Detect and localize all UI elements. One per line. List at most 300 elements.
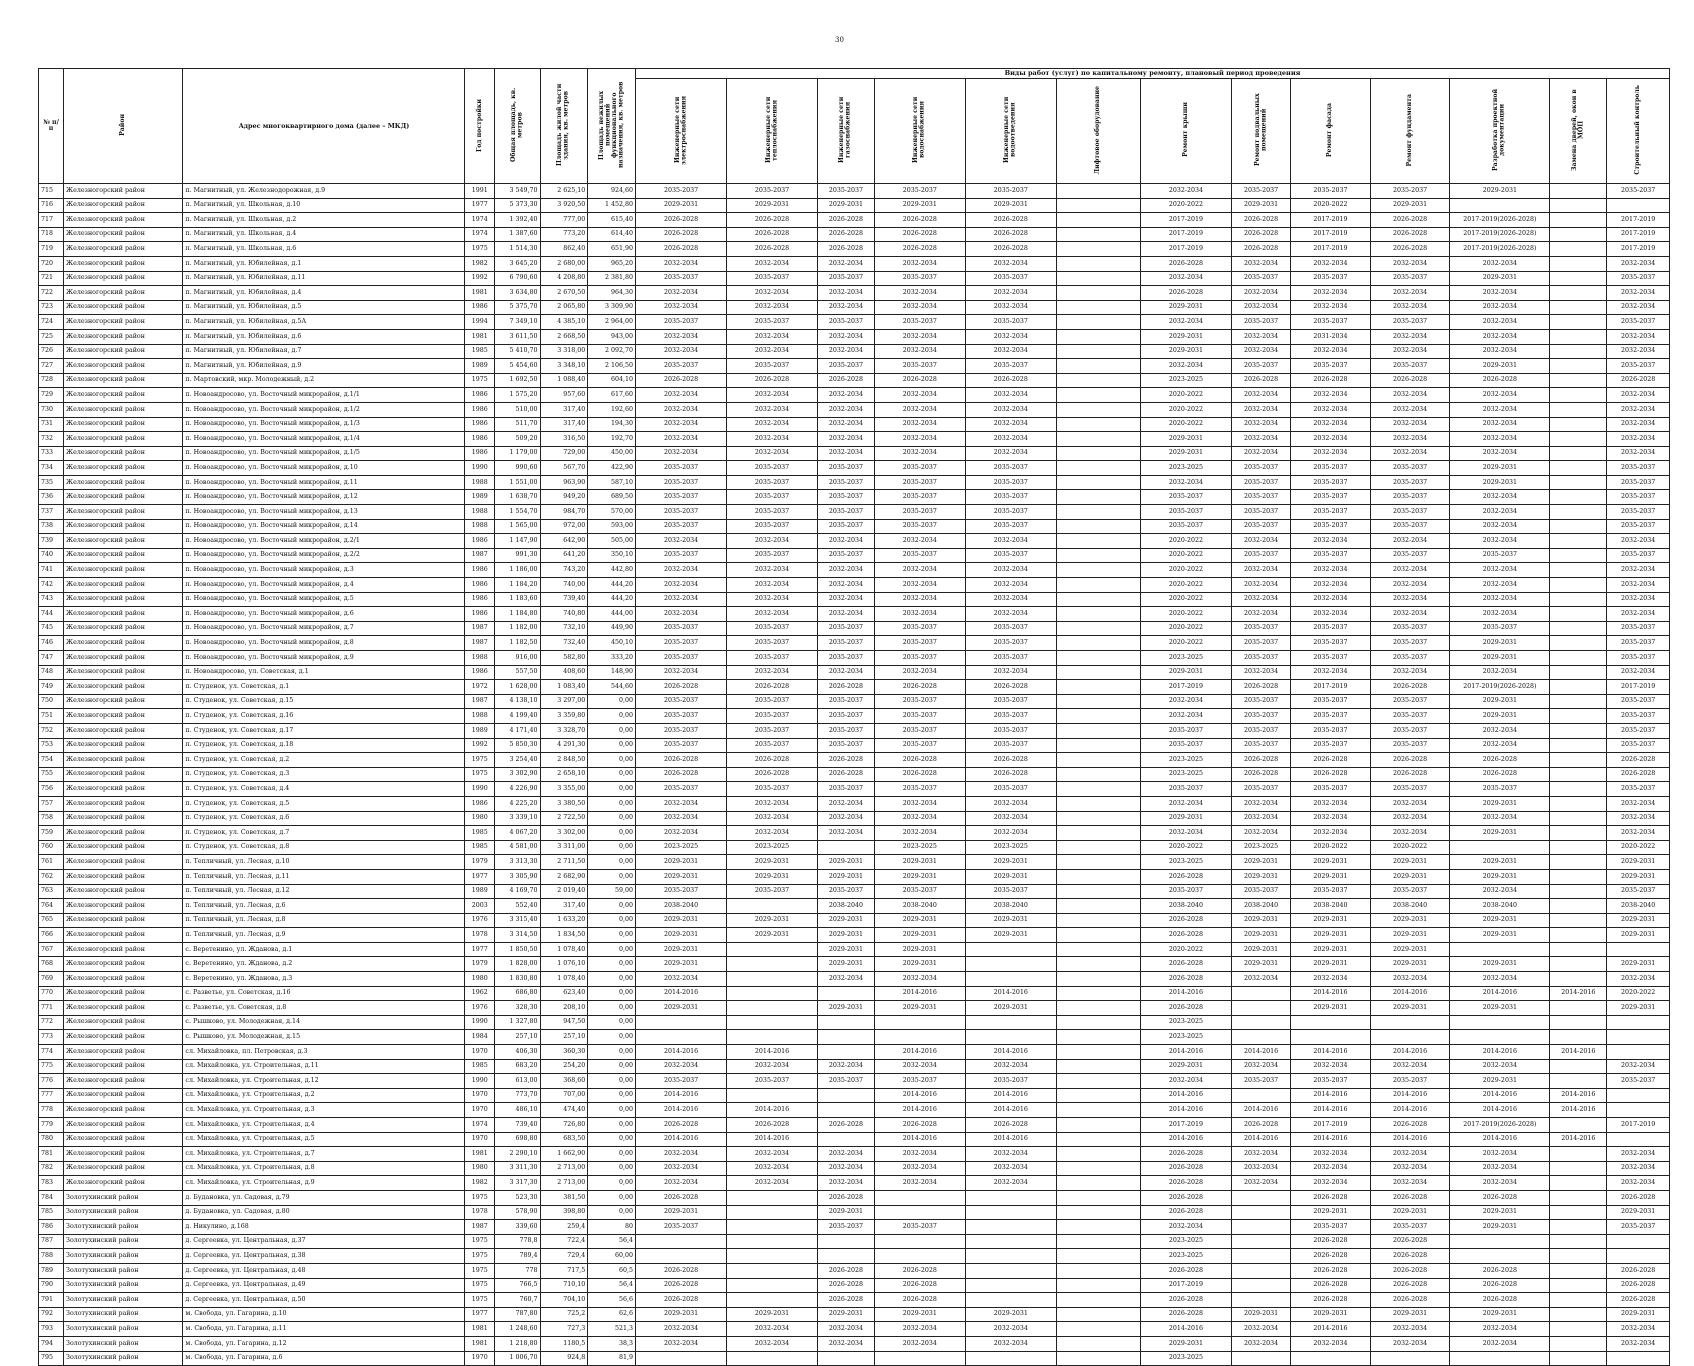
- table-cell: 593,00: [588, 519, 636, 534]
- table-cell: 2035-2037: [1370, 709, 1450, 724]
- table-cell: 2035-2037: [1291, 519, 1371, 534]
- table-cell: 1986: [465, 578, 495, 593]
- table-cell: Золотухинский район: [64, 1351, 183, 1366]
- table-cell: 2035-2037: [727, 184, 818, 199]
- table-cell: 398,80: [540, 1205, 588, 1220]
- table-cell: 2032-2034: [1231, 1059, 1290, 1074]
- table-cell: 2029-2031: [874, 913, 965, 928]
- table-cell: 2035-2037: [1231, 694, 1290, 709]
- table-cell: [1056, 796, 1140, 811]
- table-cell: 0,00: [588, 972, 636, 987]
- table-cell: Железногорский район: [64, 723, 183, 738]
- table-cell: 2032-2034: [1370, 811, 1450, 826]
- table-cell: 2031-2034: [1291, 329, 1371, 344]
- table-cell: 2032-2034: [636, 1336, 727, 1351]
- table-cell: 59,00: [588, 884, 636, 899]
- table-cell: 2023-2025: [1231, 840, 1290, 855]
- table-cell: 2035-2037: [874, 709, 965, 724]
- table-cell: 2026-2028: [1370, 213, 1450, 228]
- table-cell: 2029-2031: [1291, 1001, 1371, 1016]
- table-cell: [1056, 957, 1140, 972]
- table-cell: [1550, 942, 1607, 957]
- table-cell: [1550, 1220, 1607, 1235]
- table-cell: 1979: [465, 957, 495, 972]
- table-cell: 2020-2022: [1141, 198, 1232, 213]
- table-cell: 60,00: [588, 1249, 636, 1264]
- table-cell: 1976: [465, 913, 495, 928]
- table-cell: 745: [39, 621, 64, 636]
- table-cell: 4 208,80: [540, 271, 588, 286]
- table-cell: 2032-2034: [1607, 578, 1670, 593]
- table-cell: 510,00: [495, 402, 540, 417]
- table-cell: [1056, 694, 1140, 709]
- table-cell: 2032-2034: [1450, 811, 1550, 826]
- table-cell: Золотухинский район: [64, 1249, 183, 1264]
- table-cell: [1550, 1234, 1607, 1249]
- table-cell: 2035-2037: [874, 461, 965, 476]
- table-cell: 2026-2028: [1450, 767, 1550, 782]
- table-cell: 2017-2019(2026-2028): [1450, 680, 1550, 695]
- table-cell: 2026-2028: [1607, 767, 1670, 782]
- table-cell: 2029-2031: [1231, 913, 1290, 928]
- table-cell: 2032-2034: [874, 665, 965, 680]
- table-cell: 0,00: [588, 957, 636, 972]
- table-cell: 2029-2031: [818, 869, 875, 884]
- table-cell: 2035-2037: [1450, 621, 1550, 636]
- table-cell: [1450, 1234, 1550, 1249]
- table-cell: [727, 1351, 818, 1366]
- table-cell: 2029-2031: [1450, 651, 1550, 666]
- table-row: [39, 957, 1670, 972]
- table-cell: п. Новоандросово, ул. Восточный микрорайон, д.5: [183, 592, 465, 607]
- table-cell: [1056, 972, 1140, 987]
- table-cell: Железногорский район: [64, 1015, 183, 1030]
- table-row: [39, 1278, 1670, 1293]
- table-cell: 2026-2028: [1141, 1205, 1232, 1220]
- table-cell: 2032-2034: [1450, 519, 1550, 534]
- table-cell: 2035-2037: [965, 271, 1056, 286]
- table-cell: 2 964,00: [588, 315, 636, 330]
- table-cell: 2029-2031: [1231, 198, 1290, 213]
- table-row: [39, 723, 1670, 738]
- table-cell: 2026-2028: [1370, 1249, 1450, 1264]
- table-cell: 2014-2016: [1291, 1322, 1371, 1337]
- table-cell: 3 920,50: [540, 198, 588, 213]
- table-cell: 2032-2034: [1231, 432, 1290, 447]
- col-work-8: Ремонт подвальных помещений: [1231, 79, 1290, 184]
- table-cell: 2032-2034: [1370, 344, 1450, 359]
- table-cell: 381,50: [540, 1190, 588, 1205]
- table-cell: 2035-2037: [1370, 636, 1450, 651]
- table-cell: 2035-2037: [1370, 738, 1450, 753]
- table-cell: 768: [39, 957, 64, 972]
- table-cell: [1056, 286, 1140, 301]
- table-cell: 2032-2034: [1291, 534, 1371, 549]
- table-cell: 778: [39, 1103, 64, 1118]
- table-row: [39, 1190, 1670, 1205]
- table-cell: [874, 1351, 965, 1366]
- table-cell: 2026-2028: [1141, 869, 1232, 884]
- table-cell: 2026-2028: [1370, 1234, 1450, 1249]
- table-cell: 1986: [465, 388, 495, 403]
- table-cell: [1550, 782, 1607, 797]
- table-cell: [1056, 1132, 1140, 1147]
- table-cell: 2032-2034: [1141, 826, 1232, 841]
- table-cell: 2032-2034: [1450, 329, 1550, 344]
- table-cell: 505,00: [588, 534, 636, 549]
- table-cell: 2014-2016: [636, 1103, 727, 1118]
- table-row: [39, 505, 1670, 520]
- table-cell: 722: [39, 286, 64, 301]
- table-row: [39, 651, 1670, 666]
- table-cell: 2032-2034: [1607, 402, 1670, 417]
- table-cell: 2035-2037: [965, 738, 1056, 753]
- table-cell: 755: [39, 767, 64, 782]
- table-cell: [1056, 402, 1140, 417]
- table-cell: 2035-2037: [1607, 315, 1670, 330]
- table-cell: 2032-2034: [1141, 1074, 1232, 1089]
- table-cell: 2029-2031: [636, 1307, 727, 1322]
- table-cell: 2032-2034: [727, 1147, 818, 1162]
- table-cell: 2035-2037: [727, 461, 818, 476]
- table-cell: 2026-2028: [1141, 1176, 1232, 1191]
- table-cell: 756: [39, 782, 64, 797]
- table-cell: 1990: [465, 461, 495, 476]
- table-cell: Железногорский район: [64, 957, 183, 972]
- table-cell: 2029-2031: [1141, 665, 1232, 680]
- table-cell: 2032-2034: [636, 826, 727, 841]
- table-cell: 2035-2037: [1607, 461, 1670, 476]
- table-cell: 2032-2034: [1291, 563, 1371, 578]
- table-cell: 2029-2031: [1607, 957, 1670, 972]
- table-cell: 2035-2037: [1607, 723, 1670, 738]
- table-cell: 194,30: [588, 417, 636, 432]
- table-cell: 2035-2037: [874, 636, 965, 651]
- table-cell: 2035-2037: [1231, 505, 1290, 520]
- table-cell: 2032-2034: [1141, 315, 1232, 330]
- table-cell: 0,00: [588, 1045, 636, 1060]
- table-cell: 760,7: [495, 1293, 540, 1308]
- table-cell: [965, 957, 1056, 972]
- table-cell: 1992: [465, 271, 495, 286]
- table-cell: [965, 1190, 1056, 1205]
- table-cell: 2029-2031: [874, 869, 965, 884]
- table-cell: 3 339,10: [495, 811, 540, 826]
- table-cell: [1607, 1103, 1670, 1118]
- table-cell: 2035-2037: [1141, 738, 1232, 753]
- table-cell: 2035-2037: [1370, 359, 1450, 374]
- table-cell: Железногорский район: [64, 315, 183, 330]
- table-cell: 2026-2028: [818, 680, 875, 695]
- table-cell: 2032-2034: [818, 592, 875, 607]
- table-cell: 2 722,50: [540, 811, 588, 826]
- table-cell: 2029-2031: [1141, 1336, 1232, 1351]
- table-cell: 2020-2022: [1141, 621, 1232, 636]
- col-nonliving-area: Площадь нежилых помещений функционального назначения, кв. метров: [588, 69, 636, 184]
- table-cell: Железногорский район: [64, 1118, 183, 1133]
- table-cell: 686,80: [495, 986, 540, 1001]
- table-cell: 2035-2037: [727, 723, 818, 738]
- table-cell: п. Магнитный, ул. Железнодорожная, д.9: [183, 184, 465, 199]
- table-cell: 2032-2034: [1231, 972, 1290, 987]
- table-cell: 721: [39, 271, 64, 286]
- table-row: [39, 1205, 1670, 1220]
- table-row: [39, 315, 1670, 330]
- table-cell: [1056, 1278, 1140, 1293]
- table-cell: 2029-2031: [636, 198, 727, 213]
- table-cell: 2023-2025: [1141, 1234, 1232, 1249]
- table-cell: п. Студенок, ул. Советская, д.6: [183, 811, 465, 826]
- table-cell: 2035-2037: [727, 782, 818, 797]
- table-cell: 2032-2034: [874, 446, 965, 461]
- table-cell: 754: [39, 753, 64, 768]
- table-cell: 2032-2034: [874, 300, 965, 315]
- table-cell: м. Свобода, ул. Гагарина, д.6: [183, 1351, 465, 1366]
- table-cell: [818, 1103, 875, 1118]
- table-cell: 2038-2040: [1370, 899, 1450, 914]
- table-cell: 0,00: [588, 1103, 636, 1118]
- table-cell: м. Свобода, ул. Гагарина, д.11: [183, 1322, 465, 1337]
- table-cell: 2032-2034: [818, 417, 875, 432]
- table-row: [39, 840, 1670, 855]
- table-cell: 2035-2037: [1370, 1220, 1450, 1235]
- table-cell: 739,40: [540, 592, 588, 607]
- table-cell: 2014-2016: [965, 1132, 1056, 1147]
- table-cell: 2026-2028: [727, 227, 818, 242]
- table-cell: 2026-2028: [1291, 1278, 1371, 1293]
- table-cell: [1231, 1234, 1290, 1249]
- table-cell: 2026-2028: [818, 1118, 875, 1133]
- table-cell: 2032-2034: [818, 286, 875, 301]
- table-cell: 916,00: [495, 651, 540, 666]
- col-num: № п/п: [39, 69, 64, 184]
- table-cell: 3 302,00: [540, 826, 588, 841]
- table-cell: 2032-2034: [1607, 563, 1670, 578]
- table-cell: 2 290,10: [495, 1147, 540, 1162]
- table-cell: 2032-2034: [1291, 256, 1371, 271]
- table-cell: сл. Михайловка, ул. Строительная, д.7: [183, 1147, 465, 1162]
- table-cell: 2032-2034: [1607, 286, 1670, 301]
- table-cell: 2032-2034: [1231, 402, 1290, 417]
- table-cell: 1 179,00: [495, 446, 540, 461]
- table-cell: 2029-2031: [818, 942, 875, 957]
- table-cell: 787: [39, 1234, 64, 1249]
- table-cell: 2035-2037: [727, 315, 818, 330]
- table-cell: 2032-2034: [818, 1176, 875, 1191]
- table-cell: 368,60: [540, 1074, 588, 1089]
- table-cell: 2029-2031: [1450, 928, 1550, 943]
- table-cell: [874, 1234, 965, 1249]
- table-cell: п. Новоандросово, ул. Восточный микрорайон, д.3: [183, 563, 465, 578]
- table-cell: 2035-2037: [818, 884, 875, 899]
- table-cell: [818, 1030, 875, 1045]
- table-cell: 2032-2034: [1370, 534, 1450, 549]
- table-cell: 2035-2037: [636, 738, 727, 753]
- table-cell: 3 311,00: [540, 840, 588, 855]
- table-cell: 2035-2037: [727, 694, 818, 709]
- table-cell: 5 850,30: [495, 738, 540, 753]
- table-cell: 2032-2034: [874, 826, 965, 841]
- table-cell: 2020-2022: [1370, 840, 1450, 855]
- table-cell: п. Мартовский, мкр. Молодежный, д.2: [183, 373, 465, 388]
- table-cell: 2026-2028: [965, 242, 1056, 257]
- table-cell: 2038-2040: [1141, 899, 1232, 914]
- table-cell: 2032-2034: [965, 534, 1056, 549]
- table-cell: 2035-2037: [1607, 359, 1670, 374]
- table-row: [39, 1161, 1670, 1176]
- table-cell: [727, 1030, 818, 1045]
- table-cell: 2014-2016: [636, 1132, 727, 1147]
- table-cell: 1976: [465, 1001, 495, 1016]
- table-cell: 2023-2025: [1141, 753, 1232, 768]
- table-cell: 2032-2034: [965, 344, 1056, 359]
- table-cell: 2035-2037: [1231, 271, 1290, 286]
- table-cell: 2032-2034: [727, 402, 818, 417]
- table-cell: 192,60: [588, 402, 636, 417]
- table-cell: 2029-2031: [636, 869, 727, 884]
- table-cell: 778: [495, 1263, 540, 1278]
- table-cell: [965, 942, 1056, 957]
- table-cell: [1056, 840, 1140, 855]
- table-cell: [1450, 198, 1550, 213]
- table-cell: 964,30: [588, 286, 636, 301]
- table-cell: [1550, 607, 1607, 622]
- table-cell: [1370, 1030, 1450, 1045]
- table-cell: 2026-2028: [1607, 753, 1670, 768]
- table-cell: 2014-2016: [727, 1045, 818, 1060]
- table-cell: 2 668,50: [540, 329, 588, 344]
- table-cell: 2026-2028: [965, 213, 1056, 228]
- table-cell: 2035-2037: [1291, 359, 1371, 374]
- table-cell: [1607, 1132, 1670, 1147]
- table-cell: 764: [39, 899, 64, 914]
- table-cell: [874, 1190, 965, 1205]
- table-cell: [1056, 1190, 1140, 1205]
- table-cell: 2023-2025: [1141, 1030, 1232, 1045]
- table-cell: 2032-2034: [636, 811, 727, 826]
- table-cell: 2029-2031: [1231, 1307, 1290, 1322]
- table-row: [39, 782, 1670, 797]
- table-cell: 2032-2034: [1231, 826, 1290, 841]
- table-cell: 2035-2037: [636, 315, 727, 330]
- table-cell: 2014-2016: [874, 1045, 965, 1060]
- table-cell: п. Новоандросово, ул. Восточный микрорайон, д.2/2: [183, 548, 465, 563]
- table-cell: 2032-2034: [1231, 300, 1290, 315]
- table-cell: [1056, 680, 1140, 695]
- table-cell: 2032-2034: [874, 972, 965, 987]
- table-cell: [1056, 1220, 1140, 1235]
- table-cell: 1972: [465, 680, 495, 695]
- table-cell: 2014-2016: [1291, 1088, 1371, 1103]
- table-cell: 2035-2037: [874, 1220, 965, 1235]
- table-cell: [1550, 899, 1607, 914]
- table-cell: 578,90: [495, 1205, 540, 1220]
- table-cell: 2032-2034: [636, 1161, 727, 1176]
- table-cell: 2035-2037: [1370, 884, 1450, 899]
- table-cell: Железногорский район: [64, 1074, 183, 1089]
- table-cell: [818, 1351, 875, 1366]
- table-cell: 0,00: [588, 1205, 636, 1220]
- table-cell: 2035-2037: [1231, 782, 1290, 797]
- table-cell: 1 078,40: [540, 972, 588, 987]
- table-cell: [1550, 1118, 1607, 1133]
- table-cell: 2032-2034: [636, 329, 727, 344]
- table-cell: [1056, 315, 1140, 330]
- table-cell: п. Новоандросово, ул. Восточный микрорайон, д.1/1: [183, 388, 465, 403]
- table-cell: 2035-2037: [1231, 359, 1290, 374]
- table-cell: 2 680,00: [540, 256, 588, 271]
- table-cell: 2029-2031: [1607, 1307, 1670, 1322]
- table-cell: 2026-2028: [1450, 373, 1550, 388]
- table-cell: 2026-2028: [1231, 213, 1290, 228]
- table-cell: 1988: [465, 651, 495, 666]
- table-cell: 719: [39, 242, 64, 257]
- table-cell: 148,90: [588, 665, 636, 680]
- table-cell: 2026-2028: [1370, 373, 1450, 388]
- table-cell: 2014-2016: [1550, 1088, 1607, 1103]
- table-cell: [1607, 942, 1670, 957]
- table-cell: 777: [39, 1088, 64, 1103]
- table-cell: 2035-2037: [1607, 1220, 1670, 1235]
- table-cell: 4 385,10: [540, 315, 588, 330]
- table-cell: 2023-2025: [727, 840, 818, 855]
- table-cell: 2032-2034: [965, 826, 1056, 841]
- table-cell: 2032-2034: [1607, 1059, 1670, 1074]
- table-cell: 2032-2034: [1450, 315, 1550, 330]
- table-cell: [1550, 694, 1607, 709]
- table-row: [39, 592, 1670, 607]
- table-cell: 1981: [465, 1147, 495, 1162]
- table-cell: 2032-2034: [1450, 534, 1550, 549]
- table-cell: 2029-2031: [1607, 1001, 1670, 1016]
- table-row: [39, 884, 1670, 899]
- table-cell: 2026-2028: [874, 1278, 965, 1293]
- table-cell: 2020-2022: [1141, 578, 1232, 593]
- table-cell: 2032-2034: [1607, 826, 1670, 841]
- table-cell: 1985: [465, 1059, 495, 1074]
- table-cell: 1986: [465, 432, 495, 447]
- table-cell: [1550, 271, 1607, 286]
- table-cell: 790: [39, 1278, 64, 1293]
- table-cell: 2035-2037: [965, 621, 1056, 636]
- table-cell: 2023-2025: [1141, 855, 1232, 870]
- table-cell: 2035-2037: [1141, 490, 1232, 505]
- table-cell: 2026-2028: [1370, 1293, 1450, 1308]
- table-cell: 613,00: [495, 1074, 540, 1089]
- table-cell: п. Магнитный, ул. Юбилейная, д.6: [183, 329, 465, 344]
- table-cell: 2 106,50: [588, 359, 636, 374]
- table-cell: 0,00: [588, 796, 636, 811]
- table-cell: 683,20: [495, 1059, 540, 1074]
- table-cell: 2020-2022: [1141, 548, 1232, 563]
- table-cell: 2 092,70: [588, 344, 636, 359]
- table-cell: 2032-2034: [1450, 286, 1550, 301]
- table-cell: 2026-2028: [818, 373, 875, 388]
- table-cell: 2032-2034: [818, 665, 875, 680]
- table-cell: 2032-2034: [1291, 388, 1371, 403]
- table-cell: сл. Михайловка, ул. Строительная, д.11: [183, 1059, 465, 1074]
- table-cell: 723: [39, 300, 64, 315]
- table-cell: 2032-2034: [636, 607, 727, 622]
- table-cell: 2035-2037: [1607, 184, 1670, 199]
- table-cell: 2014-2016: [1141, 986, 1232, 1001]
- table-cell: 2029-2031: [965, 1307, 1056, 1322]
- table-cell: д. Сергеевка, ул. Центральная, д.50: [183, 1293, 465, 1308]
- table-cell: 1977: [465, 869, 495, 884]
- table-cell: 2035-2037: [1231, 475, 1290, 490]
- table-cell: [1550, 213, 1607, 228]
- table-cell: 2017-2019: [1607, 1118, 1670, 1133]
